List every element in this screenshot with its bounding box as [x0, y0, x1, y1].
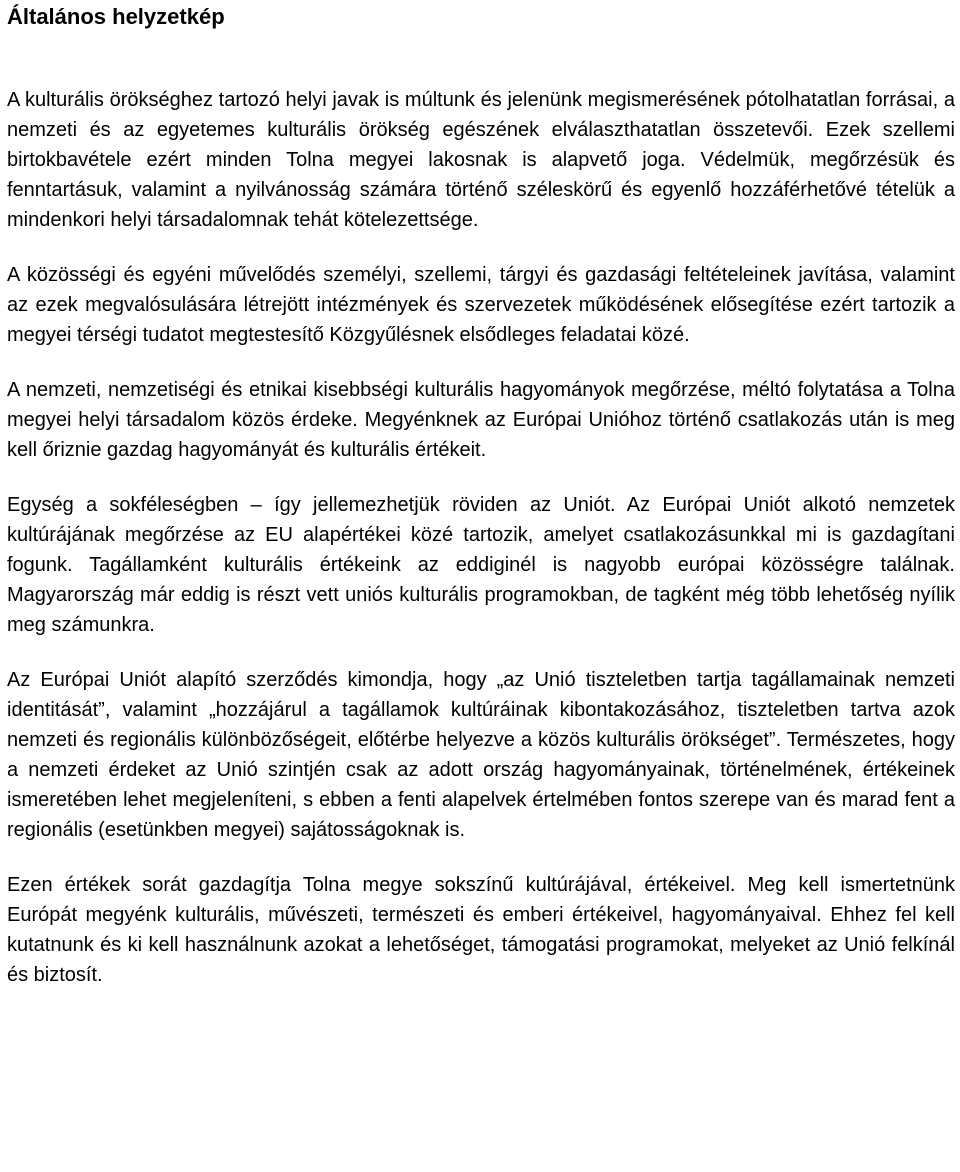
paragraph-tolna-values: Ezen értékek sorát gazdagítja Tolna megye sokszínű kultúrájával, értékeivel. Meg kell ismertetnünk Európát megyénk kulturális, művészeti, természeti és emberi értékeivel, hagyományaival. Ehhez fel kell kutatnunk és ki kell használnunk azokat a lehetőséget, támogatási programokat, melyeket az Unió felkínál és biztosít.: [7, 874, 955, 986]
document-page: [7, 0, 955, 990]
paragraph-unity-in-diversity: Egység a sokféleségben – így jellemezhetjük röviden az Uniót. Az Európai Uniót alkotó nemzetek kultúrájának megőrzése az EU alapértékei közé tartozik, amelyet csatlakozásunkkal mi is gazdagítani fogunk. Tagállamként kulturális értékeink az eddiginél is nagyobb európai közösségre találnak. Magyarország már eddig is részt vett uniós kulturális programokban, de tagként még több lehetőség nyílik meg számunkra.: [7, 494, 955, 636]
document-heading: Általános helyzetkép: [7, 4, 225, 29]
paragraph-cultural-heritage: A kulturális örökséghez tartozó helyi javak is múltunk és jelenünk megismerésének pótolhatatlan forrásai, a nemzeti és az egyetemes kulturális örökség egészének elválaszthatatlan összetevői. Ezek szellemi birtokbavétele ezért minden Tolna megyei lakosnak is alapvető joga. Védelmük, megőrzésük és fenntartásuk, valamint a nyilvánosság számára történő széleskörű és egyenlő hozzáférhetővé tételük a mindenkori helyi társadalomnak tehát kötelezettsége.: [7, 89, 955, 231]
paragraph-national-traditions: A nemzeti, nemzetiségi és etnikai kisebbségi kulturális hagyományok megőrzése, méltó folytatása a Tolna megyei helyi társadalom közös érdeke. Megyénknek az Európai Unióhoz történő csatlakozás után is meg kell őriznie gazdag hagyományát és kulturális értékeit.: [7, 379, 955, 461]
paragraph-community-education: A közösségi és egyéni művelődés személyi, szellemi, tárgyi és gazdasági feltételeinek javítása, valamint az ezek megvalósulására létrejött intézmények és szervezetek működésének elősegítése ezért tartozik a megyei térségi tudatot megtestesítő Közgyűlésnek elsődleges feladatai közé.: [7, 264, 955, 346]
paragraph-eu-treaty: Az Európai Uniót alapító szerződés kimondja, hogy „az Unió tiszteletben tartja tagállamainak nemzeti identitását”, valamint „hozzájárul a tagállamok kultúráinak kibontakozásához, tiszteletben tartva azok nemzeti és regionális különbözőségeit, előtérbe helyezve a közös kulturális örökséget”. Természetes, hogy a nemzeti érdeket az Unió szintjén csak az adott ország hagyományainak, történelmének, értékeinek ismeretében lehet megjeleníteni, s ebben a fenti alapelvek értelmében fontos szerepe van és marad fent a regionális (esetünkben megyei) sajátosságoknak is.: [7, 669, 955, 841]
